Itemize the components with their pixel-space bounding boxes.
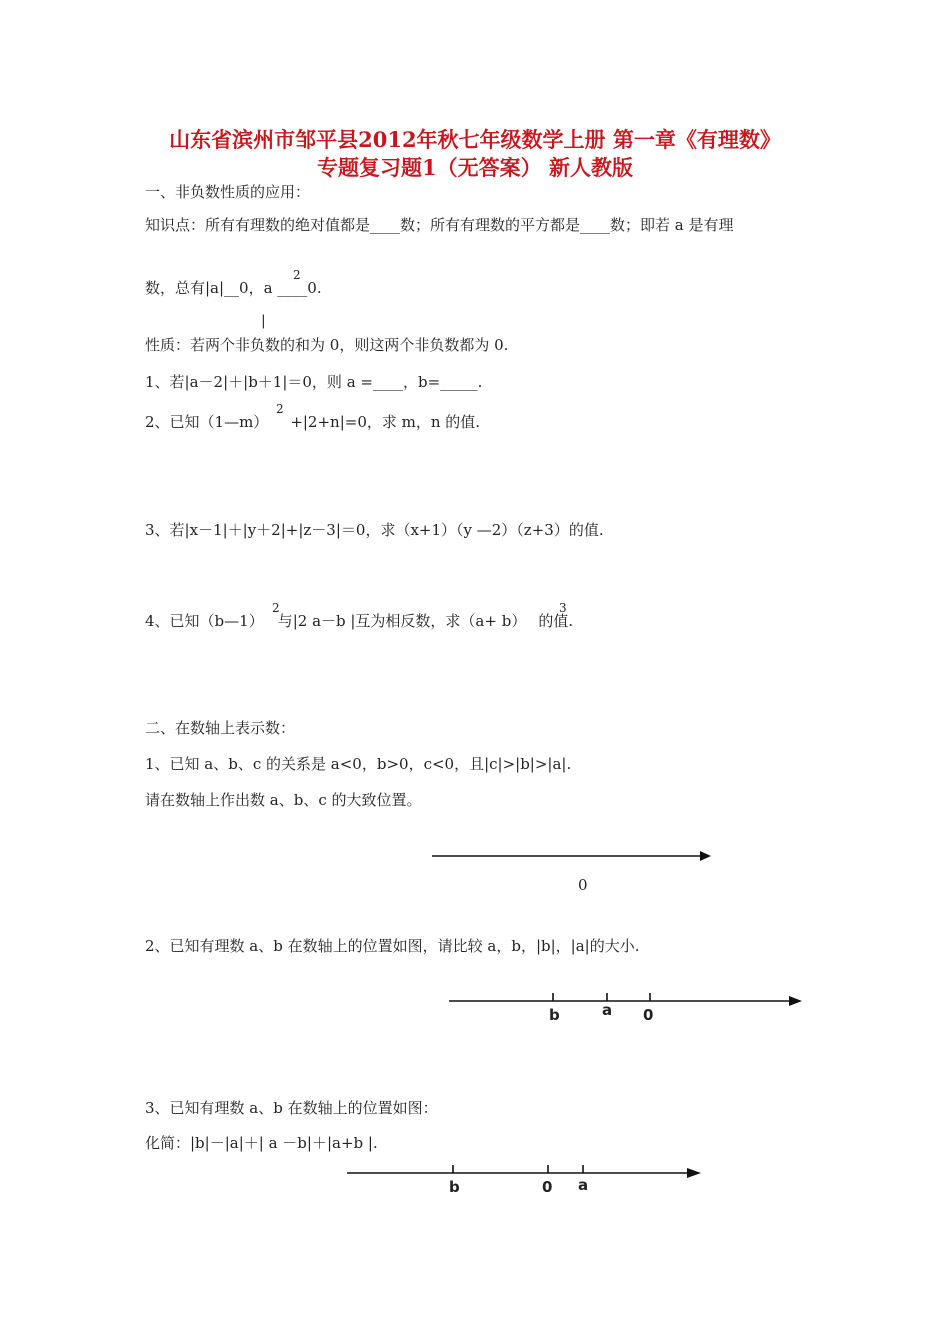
question-1-2-part-a: 2、已知（1—m） bbox=[145, 413, 269, 431]
number-line-3 bbox=[345, 1164, 710, 1184]
section2-heading: 二、在数轴上表示数： bbox=[145, 719, 296, 737]
knowledge-point: 知识点：所有有理数的绝对值都是____数；所有有理数的平方都是____数；即若 a 是有理 bbox=[145, 216, 734, 234]
property-text: 性质：若两个非负数的和为 0，则这两个非负数都为 0. bbox=[145, 336, 509, 354]
number-line-2-label-b: b bbox=[549, 1006, 560, 1024]
number-line-2 bbox=[447, 992, 807, 1012]
question-2-2: 2、已知有理数 a、b 在数轴上的位置如图，请比较 a，b，|b|，|a|的大小. bbox=[145, 937, 640, 955]
question-1-4 bbox=[145, 610, 573, 631]
number-line-3-label-zero: 0 bbox=[542, 1178, 553, 1196]
number-line-3-label-a: a bbox=[578, 1176, 589, 1194]
section1-heading: 一、非负数性质的应用： bbox=[145, 183, 311, 201]
number-line-2-label-a: a bbox=[602, 1001, 613, 1019]
document-title-line2: 专题复习题1（无答案） 新人教版 bbox=[317, 155, 633, 180]
question-1-1: 1、若|a－2|＋|b＋1|＝0，则 a =____，b=_____. bbox=[145, 373, 483, 391]
knowledge-superscript: 2 bbox=[293, 268, 301, 282]
document-title-line1: 山东省滨州市邹平县2012年秋七年级数学上册 第一章《有理数》 bbox=[169, 127, 781, 152]
question-2-3: 3、已知有理数 a、b 在数轴上的位置如图： bbox=[145, 1099, 438, 1117]
number-line-2-label-zero: 0 bbox=[643, 1006, 654, 1024]
question-1-4-part-c: 的值. bbox=[538, 612, 574, 630]
number-line-1-zero-label: 0 bbox=[578, 876, 588, 894]
number-line-1 bbox=[430, 848, 720, 864]
question-1-4-superscript-2: 3 bbox=[559, 601, 567, 615]
question-1-2-part-b: +|2+n|=0，求 m，n 的值. bbox=[290, 413, 481, 431]
question-1-4-part-b: 与|2 a－b |互为相反数，求（a+ b） bbox=[277, 612, 527, 630]
question-1-4-superscript-1: 2 bbox=[272, 601, 280, 615]
knowledge-point-continued: 数，总有|a|__0，a ____0. bbox=[145, 279, 322, 297]
number-line-3-label-b: b bbox=[449, 1178, 460, 1196]
question-1-2 bbox=[145, 411, 480, 432]
question-2-1-instruction: 请在数轴上作出数 a、b、c 的大致位置。 bbox=[145, 791, 422, 809]
question-2-1: 1、已知 a、b、c 的关系是 a<0，b>0，c<0，且|c|>|b|>|a|. bbox=[145, 755, 572, 773]
question-1-4-part-a: 4、已知（b—1） bbox=[145, 612, 264, 630]
question-1-3: 3、若|x－1|＋|y＋2|+|z－3|＝0，求（x+1）（y —2）（z+3）的值. bbox=[145, 521, 604, 539]
stray-mark: | bbox=[261, 313, 266, 329]
question-1-2-superscript: 2 bbox=[276, 402, 284, 416]
question-2-3-simplify: 化简：|b|－|a|＋| a －b|＋|a+b |. bbox=[145, 1134, 378, 1152]
